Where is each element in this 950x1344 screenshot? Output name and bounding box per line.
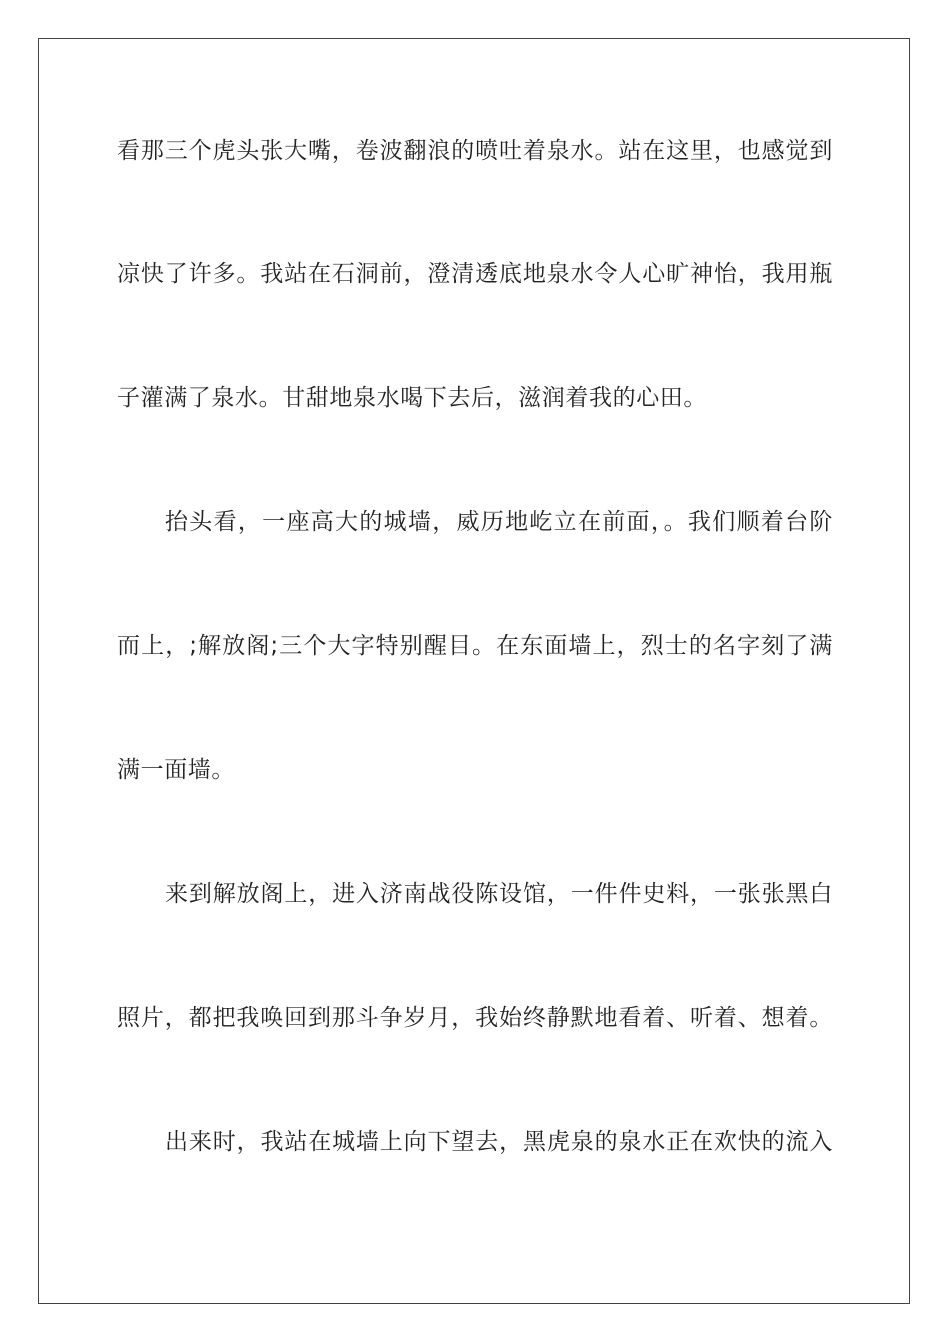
paragraph-line-6: 满一面墙。 [117, 757, 235, 783]
page-border [38, 38, 910, 1304]
paragraph-line-8: 照片，都把我唤回到那斗争岁月，我始终静默地看着、听着、想着。 [117, 1005, 833, 1031]
paragraph-line-5: 而上，;解放阁;三个大字特别醒目。在东面墙上，烈士的名字刻了满 [117, 633, 833, 659]
paragraph-line-4: 抬头看，一座高大的城墙，威历地屹立在前面，。我们顺着台阶 [165, 509, 833, 535]
paragraph-line-7: 来到解放阁上，进入济南战役陈设馆，一件件史料，一张张黑白 [165, 881, 833, 907]
paragraph-line-9: 出来时，我站在城墙上向下望去，黑虎泉的泉水正在欢快的流入 [165, 1129, 833, 1155]
paragraph-line-2: 凉快了许多。我站在石洞前，澄清透底地泉水令人心旷神怡，我用瓶 [117, 261, 833, 287]
paragraph-line-1: 看那三个虎头张大嘴，卷波翻浪的喷吐着泉水。站在这里，也感觉到 [117, 138, 833, 164]
paragraph-line-3: 子灌满了泉水。甘甜地泉水喝下去后，滋润着我的心田。 [117, 385, 707, 411]
